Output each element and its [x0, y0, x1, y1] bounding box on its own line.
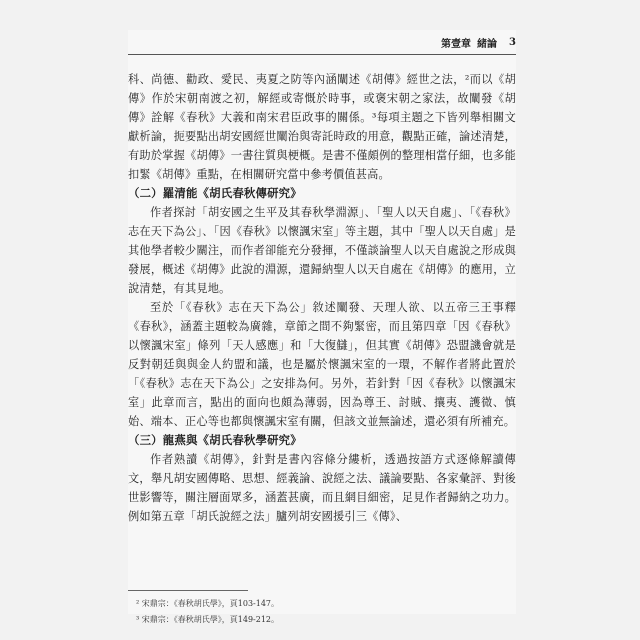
- book-page: [128, 30, 516, 624]
- paragraph: 科、尚德、勸政、愛民、夷夏之防等內涵闡述《胡傳》經世之法，²而以《胡傳》作於宋朝南渡之初，解經或寄慨於時事，或褒宋朝之家法，故闡發《胡傳》詮解《春秋》大義和南宋君臣政事的關係。³每項主題之下皆列舉相關文獻析論，扼要點出胡安國經世闡治與寄託時政的用意，觀點正確，論述清楚，有助於掌握《胡傳》一書往質與梗概。是書不僅頗例的整理相當仔細，也多能扣緊《胡傳》重點，在相關研究當中參考價值甚高。: [128, 73, 516, 181]
- footnote-text: 宋鼎宗：《春秋胡氏學》，頁103-147。: [141, 599, 280, 608]
- footnote-mark: ²: [136, 599, 140, 608]
- paragraph: 作者探討「胡安國之生平及其春秋學淵源」、「聖人以天自處」、「《春秋》志在天下為公」、「因《春秋》以懷諷宋室」等主題，其中「聖人以天自處」是其他學者較少關注，而作者卻能充分發揮，不僅談論聖人以天自處說之形成與發展，概述《胡傳》此說的淵源，還歸納聖人以天自處在《胡傳》的應用，立說清楚，有其見地。: [128, 206, 516, 295]
- chapter-label: 第壹章: [441, 38, 472, 50]
- section-label: 緒論: [477, 38, 498, 50]
- footnote-mark: ³: [136, 615, 140, 624]
- footnote-text: 宋鼎宗：《春秋胡氏學》，頁149-212。: [141, 615, 280, 624]
- header-rule: [128, 54, 516, 55]
- paragraph: 作者熟讀《胡傳》，針對是書內容條分縷析，透過按語方式逐條解讀傳文，舉凡胡安國傳略、思想、經義論、說經之法、議論要點、各家彙評、對後世影響等，關注層面眾多，涵蓋甚廣，而且網目細密，足見作者歸納之功力。例如第五章「胡氏說經之法」臚列胡安國援引三《傳》、: [128, 453, 516, 523]
- body-text: [128, 70, 516, 526]
- running-header: [128, 30, 516, 54]
- footnote: [136, 612, 279, 628]
- footnotes: [136, 596, 279, 628]
- footnote-separator: [128, 590, 248, 591]
- section-heading: （二）羅清能《胡氏春秋傳研究》: [128, 186, 302, 200]
- paragraph: 至於「《春秋》志在天下為公」敘述闡發、天理人欲、以五帝三王事釋《春秋》，涵蓋主題較為廣雜，章節之間不夠緊密，而且第四章「因《春秋》以懷諷宋室」條列「天人感應」和「大復讎」，但其實《胡傳》恐盟譏會就是反對朝廷與與金人約盟和議，也是屬於懷諷宋室的一環，不解作者將此置於「《春秋》志在天下為公」之安排為何。另外，若針對「因《春秋》以懷諷宋室」此章而言，點出的面向也頗為薄弱，因為尊王、討賊、攘夷、護微、慎始、端本、正心等也都與懷諷宋室有關，但該文並無論述，還必須有所補充。: [128, 301, 516, 428]
- footnote: [136, 596, 279, 612]
- section-heading: （三）龍燕與《胡氏春秋學研究》: [128, 433, 302, 447]
- page-number: 3: [509, 36, 516, 48]
